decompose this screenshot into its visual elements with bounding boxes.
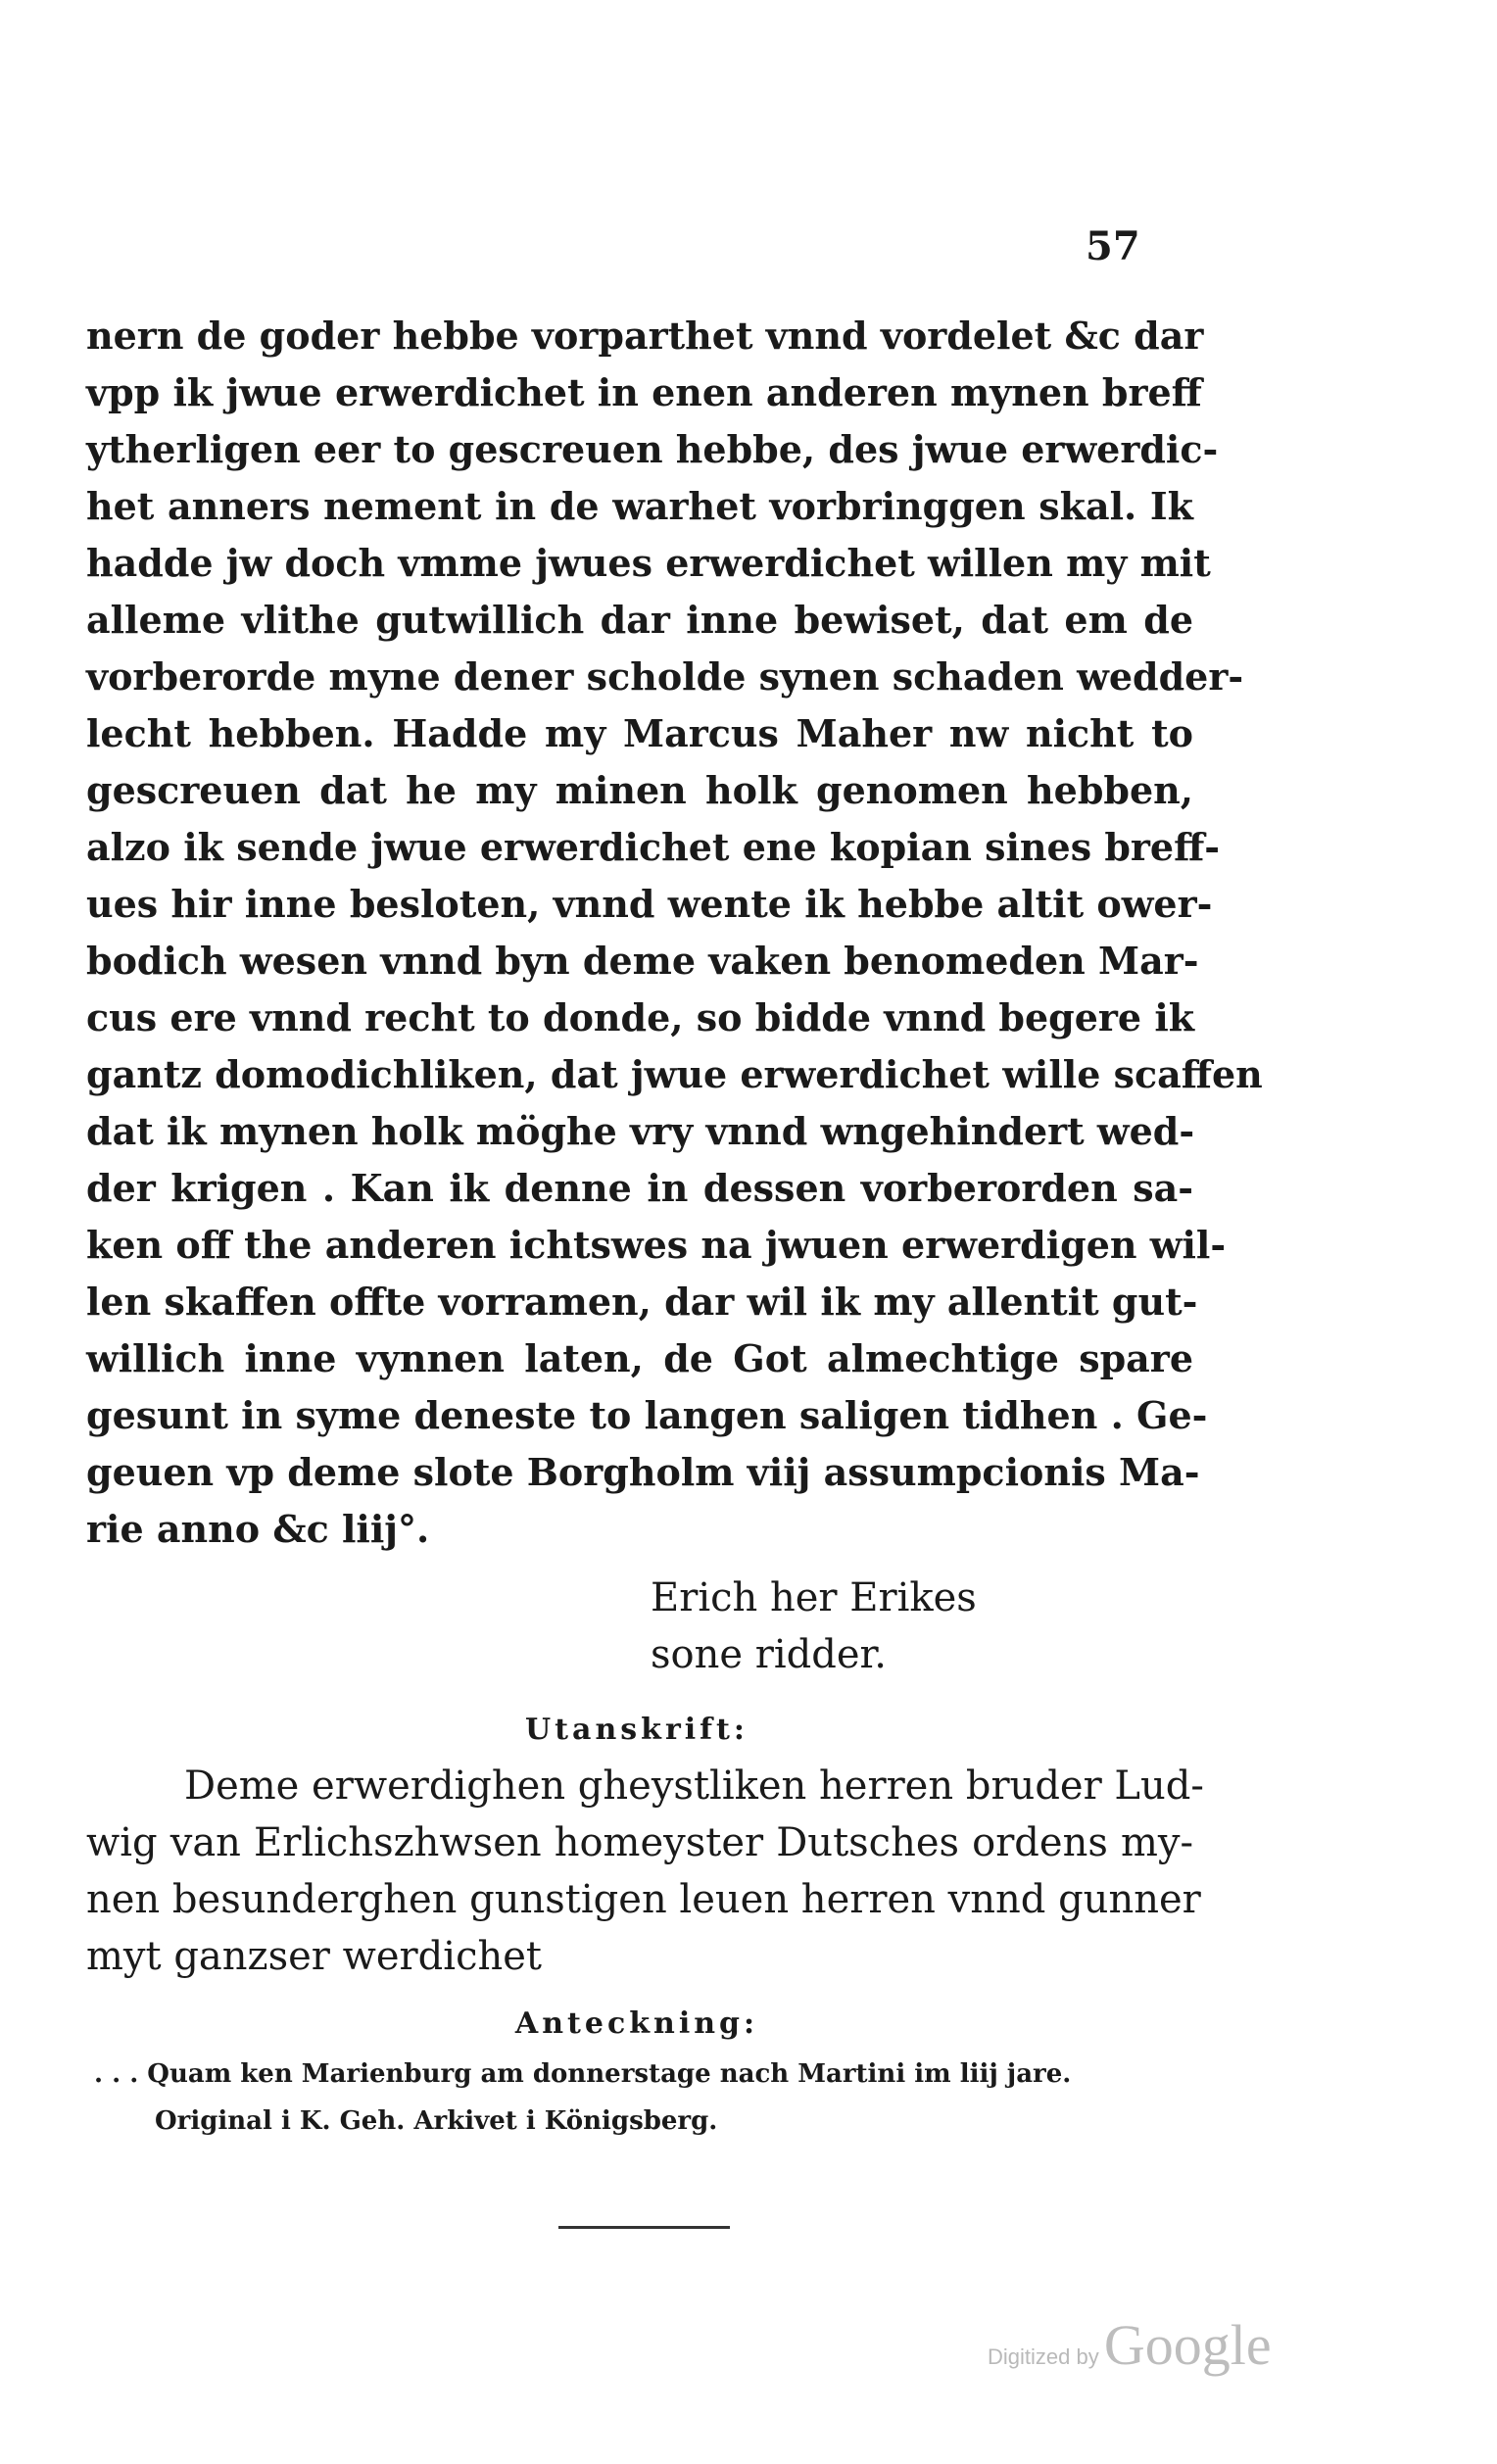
note-heading: Anteckning: [514, 2006, 759, 2041]
body-line: vorberorde myne dener scholde synen schaden wedder- [86, 654, 1244, 699]
address-line: Deme erwerdighen gheystliken herren bruder Lud- [184, 1763, 1204, 1809]
end-rule [558, 2226, 730, 2229]
watermark-brand: Google [1103, 2313, 1272, 2377]
body-line: gescreuen dat he my minen holk genomen hebben, [86, 768, 1193, 812]
note-line: Original i K. Geh. Arkivet i Königsberg. [155, 2106, 718, 2136]
body-line: cus ere vnnd recht to donde, so bidde vnnd begere ik [86, 995, 1195, 1039]
address-line: nen besunderghen gunstigen leuen herren vnnd gunner [86, 1877, 1201, 1922]
body-line: rie anno &c liij°. [86, 1507, 430, 1551]
body-line: der krigen . Kan ik denne in dessen vorberorden sa- [86, 1166, 1193, 1210]
body-line: het anners nement in de warhet vorbringgen skal. Ik [86, 484, 1193, 528]
body-line: vpp ik jwue erwerdichet in enen anderen mynen breff [86, 370, 1202, 414]
body-line: len skaffen offte vorramen, dar wil ik my allentit gut- [86, 1280, 1198, 1324]
signature-name: Erich her Erikes [651, 1575, 977, 1620]
body-line: gesunt in syme deneste to langen saligen tidhen . Ge- [86, 1393, 1208, 1437]
body-line: ues hir inne besloten, vnnd wente ik hebbe altit ower- [86, 882, 1213, 926]
watermark-prefix: Digitized by [988, 2344, 1099, 2369]
address-heading: Utanskrift: [525, 1713, 748, 1747]
body-line: hadde jw doch vmme jwues erwerdichet willen my mit [86, 541, 1211, 585]
body-line: bodich wesen vnnd byn deme vaken benomeden Mar- [86, 939, 1199, 983]
body-line: alleme vlithe gutwillich dar inne bewiset, dat em de [86, 598, 1193, 642]
address-line: wig van Erlichszhwsen homeyster Dutsches ordens my- [86, 1820, 1193, 1865]
body-line: alzo ik sende jwue erwerdichet ene kopian sines breff- [86, 825, 1221, 869]
body-line: lecht hebben. Hadde my Marcus Maher nw nicht to [86, 711, 1193, 755]
digitized-watermark [988, 2312, 1272, 2378]
body-line: ytherligen eer to gescreuen hebbe, des jwue erwerdic- [86, 427, 1219, 471]
body-line: geuen vp deme slote Borgholm viij assumpcionis Ma- [86, 1450, 1200, 1494]
body-line: willich inne vynnen laten, de Got almechtige spare [86, 1336, 1193, 1380]
body-line: gantz domodichliken, dat jwue erwerdichet wille scaffen [86, 1052, 1263, 1096]
address-line: myt ganzser werdichet [86, 1934, 542, 1979]
body-line: dat ik mynen holk möghe vry vnnd wngehindert wed- [86, 1109, 1195, 1153]
page-number: 57 [1086, 223, 1140, 269]
body-line: ken off the anderen ichtswes na jwuen erwerdigen wil- [86, 1223, 1227, 1267]
signature-title: sone ridder. [651, 1632, 887, 1677]
note-line: . . . Quam ken Marienburg am donnerstage nach Martini im liij jare. [94, 2059, 1072, 2089]
body-line: nern de goder hebbe vorparthet vnnd vordelet &c dar [86, 314, 1204, 358]
